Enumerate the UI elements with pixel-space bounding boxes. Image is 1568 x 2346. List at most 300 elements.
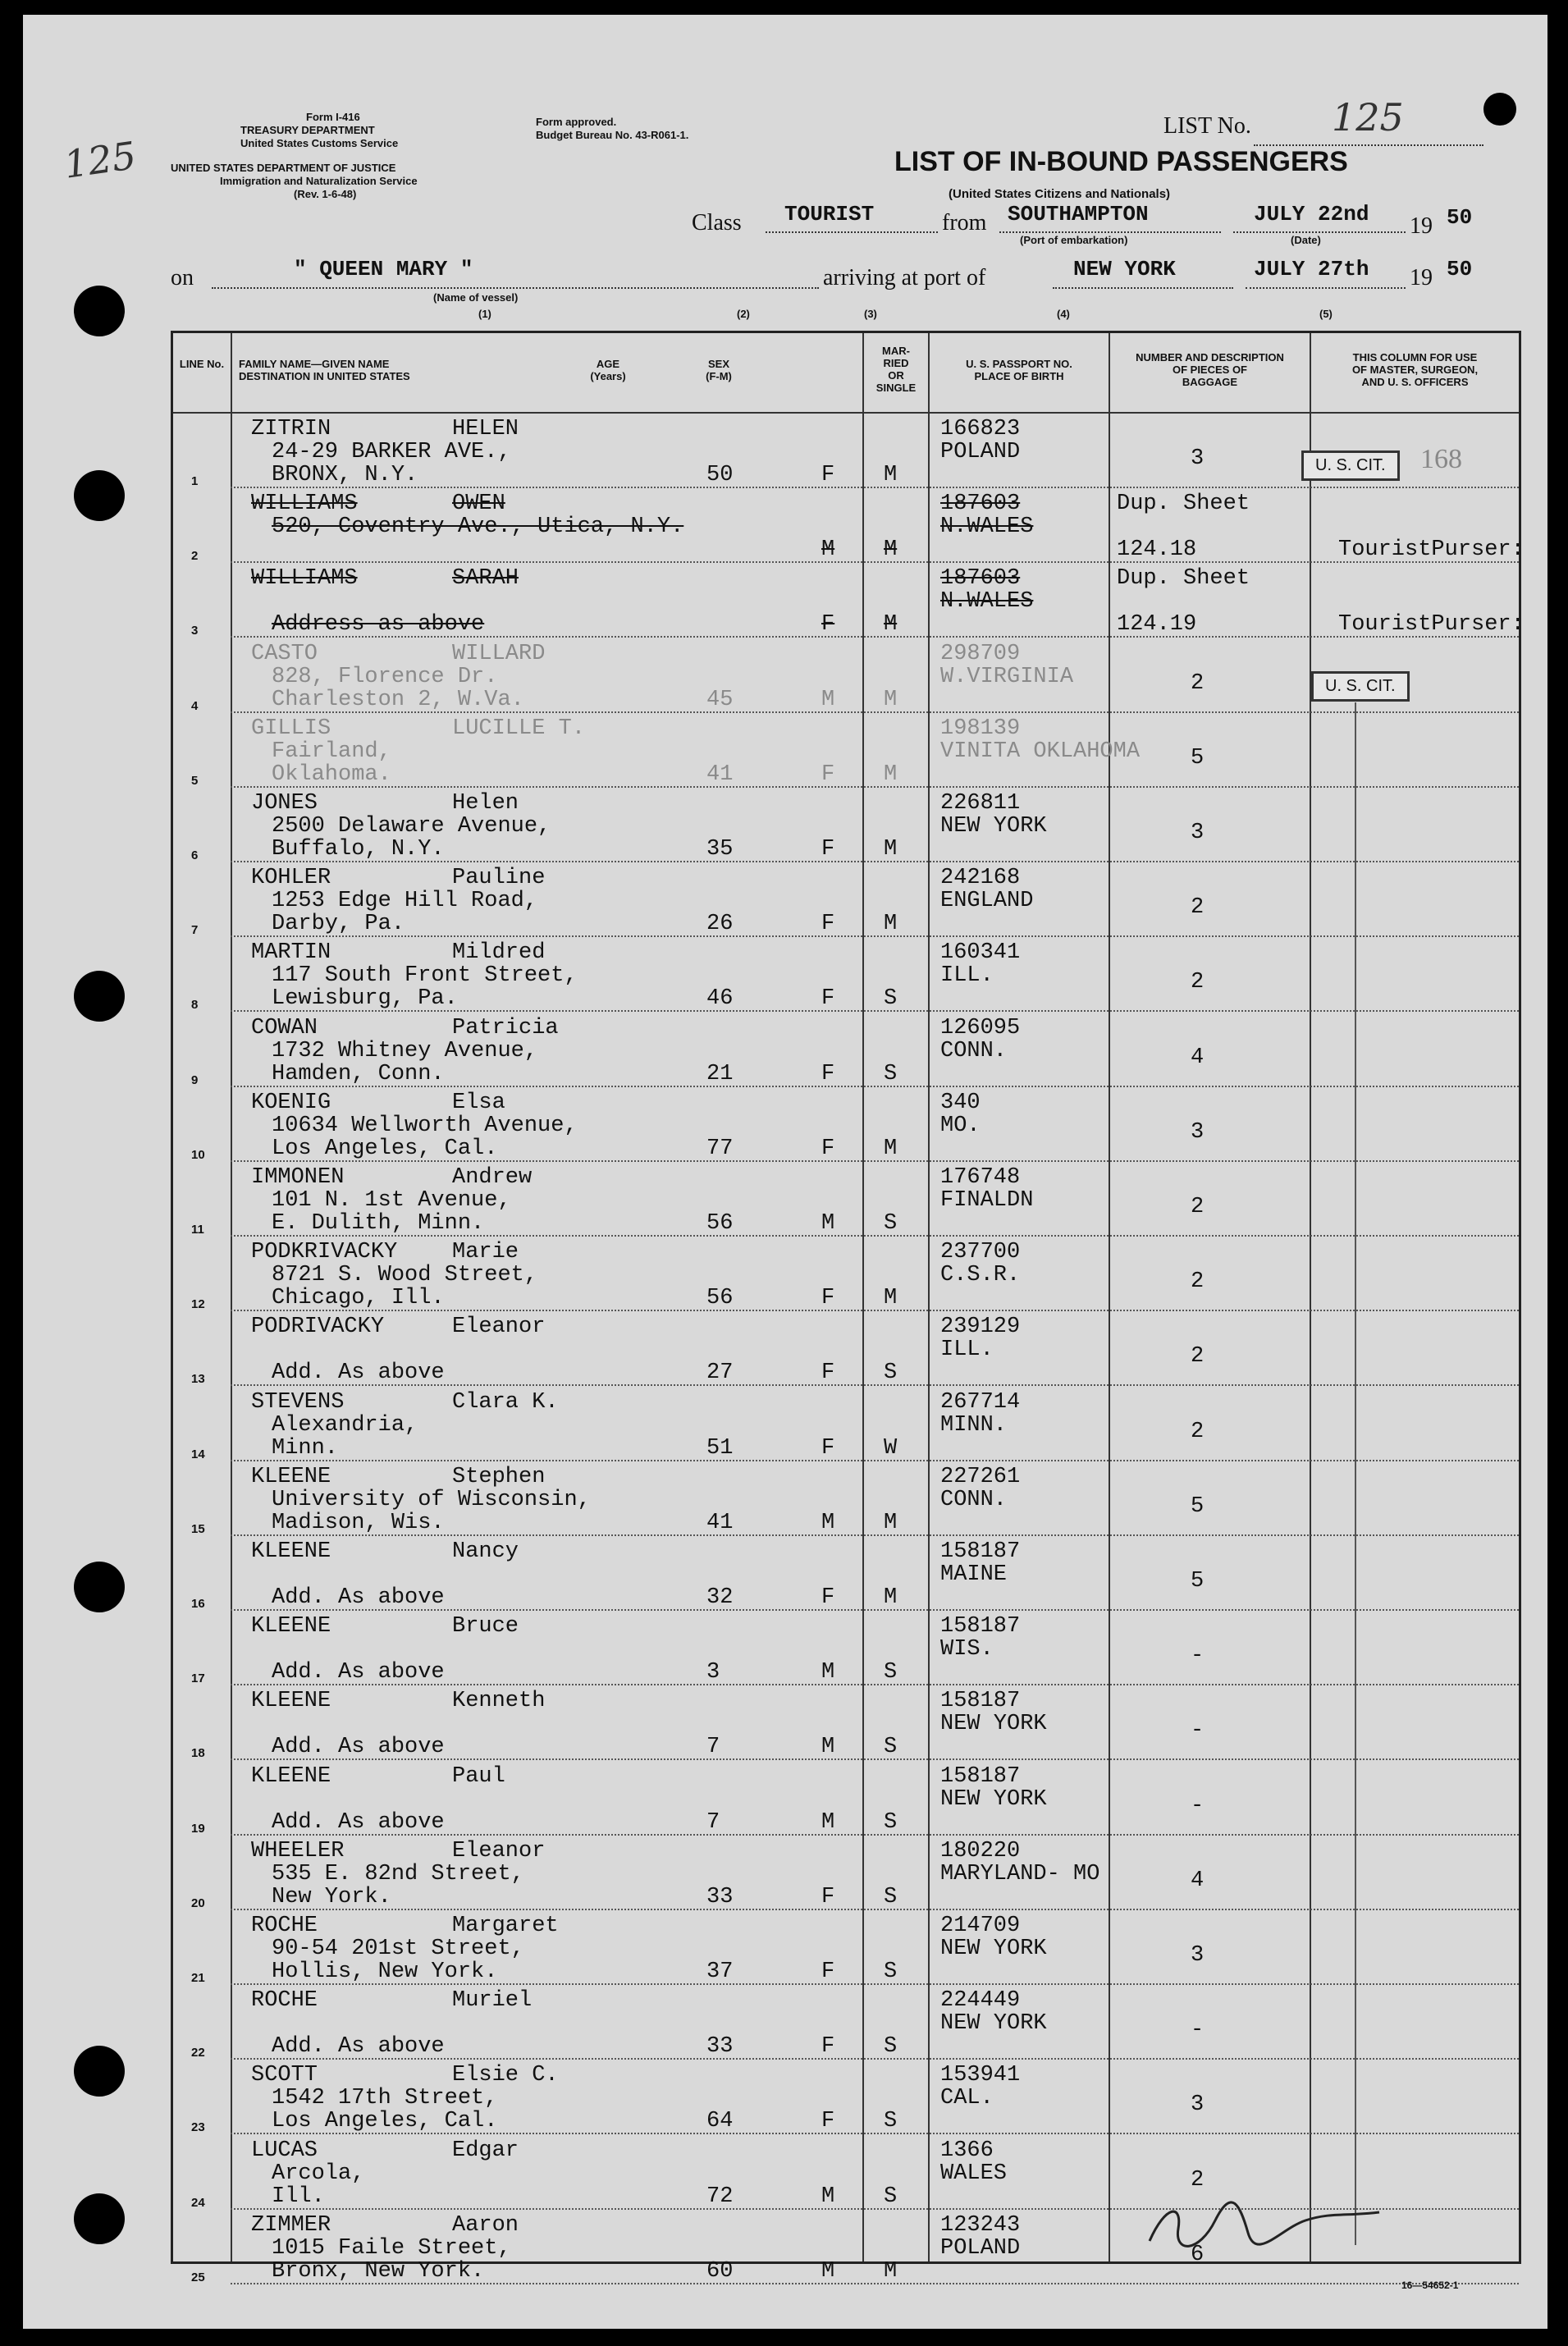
given-name: Helen [452,791,519,816]
place-of-birth: VINITA OKLAHOMA [940,739,1141,764]
age: 7 [706,1735,720,1760]
ins: Immigration and Naturalization Service [220,175,418,187]
family-name: KOHLER [251,866,331,891]
place-of-birth: WIS. [940,1637,994,1662]
class-label: Class [692,210,742,236]
place-of-birth: NEW YORK [940,1712,1047,1737]
address-line-2: Add. As above [272,1809,445,1835]
table-row [173,1162,1519,1237]
place-of-birth: CONN. [940,1487,1008,1512]
us-citizen-stamp: U. S. CIT. [1301,450,1400,481]
sex: F [821,986,835,1012]
line-number: 15 [191,1521,205,1536]
purser-note: TouristPurser: [1338,537,1525,563]
sex: F [821,1061,835,1086]
baggage: 5 [1191,1569,1205,1594]
baggage: - [1191,1793,1205,1818]
family-name: KLEENE [251,1689,331,1714]
departure-year: 50 [1447,205,1473,230]
family-name: KLEENE [251,1763,331,1789]
baggage: 3 [1191,2092,1205,2118]
table-row [173,1087,1519,1162]
place-of-birth: N.WALES [940,589,1034,615]
passport-number: 158187 [940,1763,1021,1789]
baggage: 2 [1191,1419,1205,1444]
marital-status: M [884,1510,898,1535]
col-num-5: (5) [1319,308,1333,320]
baggage: 3 [1191,1943,1205,1968]
marital-status: S [884,2109,898,2134]
passport-number: 158187 [940,1689,1021,1714]
address-line-2: Minn. [272,1435,339,1461]
given-name: Eleanor [452,1838,546,1864]
table-row [173,1311,1519,1386]
family-name: ROCHE [251,1988,318,2014]
sex: M [821,1809,835,1835]
passport-number: 237700 [940,1240,1021,1265]
punch-hole-icon [74,971,125,1022]
given-name: Aaron [452,2212,519,2238]
age: 51 [706,1435,734,1461]
age: 64 [706,2109,734,2134]
passport-number: 187603 [940,566,1021,592]
baggage: 2 [1191,670,1205,696]
col-num-4: (4) [1057,308,1070,320]
age: 56 [706,1286,734,1311]
place-of-birth: ENGLAND [940,889,1034,914]
address-line-2: Ill. [272,2184,325,2209]
marital-status: M [884,912,898,937]
from-label: from [942,210,987,236]
marital-status: M [884,463,898,487]
table-row [173,713,1519,788]
baggage: 5 [1191,745,1205,771]
baggage: - [1191,1644,1205,1669]
baggage: - [1191,1718,1205,1744]
family-name: COWAN [251,1015,318,1040]
marital-status: W [884,1435,898,1461]
family-name: PODRIVACKY [251,1315,385,1340]
address-line-1: 10634 Wellworth Avenue, [272,1113,578,1138]
marital-status: S [884,2034,898,2060]
table-row [173,1985,1519,2060]
line-number: 1 [191,474,199,488]
given-name: Mildred [452,940,546,966]
place-of-birth: WALES [940,2161,1008,2186]
baggage: 2 [1191,970,1205,995]
on-label: on [171,265,194,290]
line-number: 25 [191,2270,205,2284]
passport-number: 160341 [940,940,1021,966]
family-name: PODKRIVACKY [251,1240,398,1265]
sex: F [821,1960,835,1984]
margin-note: 125 [61,133,139,187]
purser-note: TouristPurser: [1338,612,1525,638]
marital-status: S [884,1211,898,1236]
passport-number: 158187 [940,1614,1021,1639]
age: 7 [706,1809,720,1835]
arrival-year-prefix: 19 [1410,265,1433,290]
sex: M [821,1211,835,1236]
line-number: 11 [191,1223,204,1237]
address-line-1: 101 N. 1st Avenue, [272,1188,511,1213]
passenger-table [171,331,1525,2284]
place-of-birth: POLAND [940,2235,1021,2261]
line-number: 5 [191,773,199,788]
arriving-label: arriving at port of [823,265,986,290]
revision: (Rev. 1-6-48) [294,188,357,200]
line-number: 13 [191,1372,205,1387]
punch-hole-icon [74,286,125,336]
sex: M [821,2184,835,2209]
col-header-married: MAR- RIED OR SINGLE [875,345,917,394]
family-name: WILLIAMS [251,566,358,592]
address-line-2: Darby, Pa. [272,912,405,937]
col-num-2: (2) [737,308,750,320]
sex: M [821,537,835,563]
given-name: Clara K. [452,1389,559,1415]
family-name: JONES [251,791,318,816]
family-name: WILLIAMS [251,492,358,517]
address-line-1: 117 South Front Street, [272,963,578,989]
line-number: 6 [191,848,199,862]
age: 27 [706,1360,734,1386]
col-header-passport: U. S. PASSPORT NO. PLACE OF BIRTH [966,358,1072,382]
stamp-number: 168 [1420,444,1462,474]
given-name: Nancy [452,1539,519,1564]
marital-status: M [884,761,898,787]
baggage: 2 [1191,2167,1205,2193]
address-line-1: 8721 S. Wood Street, [272,1263,538,1288]
address-line-1: 828, Florence Dr. [272,664,498,689]
place-of-birth: NEW YORK [940,1937,1047,1961]
passport-number: 267714 [940,1389,1021,1415]
address-line-1: Alexandria, [272,1412,418,1438]
marital-status: S [884,1809,898,1835]
punch-hole-icon [1483,93,1516,126]
table-row [173,1761,1519,1836]
place-of-birth: NEW YORK [940,2011,1047,2037]
sex: F [821,1136,835,1161]
address-line-1: 1732 Whitney Avenue, [272,1038,538,1063]
marital-status: S [884,1061,898,1086]
address-line-2: Add. As above [272,1660,445,1685]
address-line-2: Hollis, New York. [272,1960,498,1984]
table-row [173,937,1519,1012]
form-number: Form I-416 [306,111,360,123]
age: 35 [706,837,734,862]
age: 33 [706,1884,734,1909]
col-header-baggage: NUMBER AND DESCRIPTION OF PIECES OF BAGGAGE [1136,351,1284,388]
address-line-2: Los Angeles, Cal. [272,1136,498,1161]
family-name: KLEENE [251,1539,331,1564]
passport-number: 226811 [940,791,1021,816]
address-line-2: E. Dulith, Minn. [272,1211,485,1236]
given-name: Elsie C. [452,2063,559,2088]
family-name: LUCAS [251,2138,318,2163]
line-number: 21 [191,1971,205,1985]
table-row [173,1013,1519,1087]
baggage: Dup. Sheet [1117,492,1250,517]
marital-status: M [884,837,898,862]
line-number: 14 [191,1447,205,1461]
department: TREASURY DEPARTMENT [240,124,375,136]
address-line-1: Arcola, [272,2161,365,2186]
passport-number: 198139 [940,716,1021,741]
table-row [173,1685,1519,1760]
table-row [173,2060,1519,2134]
family-name: CASTO [251,641,318,666]
given-name: Margaret [452,1914,559,1938]
baggage: 3 [1191,1119,1205,1145]
list-no: 125 [1332,95,1404,139]
age: 50 [706,463,734,487]
arrival-port: NEW YORK [1073,257,1176,281]
marital-status: S [884,1360,898,1386]
table-row [173,788,1519,862]
passport-number: 158187 [940,1539,1021,1564]
baggage: 3 [1191,821,1205,845]
table-row [173,1611,1519,1685]
line-number: 20 [191,1896,205,1910]
line-number: 22 [191,2046,205,2060]
sex: M [821,2258,835,2284]
line-number: 4 [191,698,199,713]
place-of-birth: MARYLAND- MO [940,1861,1100,1886]
page-subtitle: (United States Citizens and Nationals) [949,187,1171,201]
family-name: MARTIN [251,940,331,966]
passport-number: 298709 [940,641,1021,666]
place-of-birth: MAINE [940,1562,1008,1587]
passport-number: 239129 [940,1315,1021,1340]
address-line-2: Lewisburg, Pa. [272,986,458,1012]
passport-number: 126095 [940,1015,1021,1040]
address-line-2: New York. [272,1884,391,1909]
given-name: Edgar [452,2138,519,2163]
age: 41 [706,1510,734,1535]
sex: F [821,463,835,487]
address-line-1: 24-29 BARKER AVE., [272,440,511,464]
passport-number: 176748 [940,1165,1021,1190]
sex: F [821,612,835,638]
address-line-1: 90-54 201st Street, [272,1937,524,1961]
line-number: 19 [191,1821,205,1836]
passport-number: 166823 [940,417,1021,441]
sex: F [821,2109,835,2134]
baggage: 2 [1191,895,1205,921]
marital-status: S [884,1735,898,1760]
table-row [173,1461,1519,1536]
given-name: OWEN [452,492,505,517]
address-line-2: Buffalo, N.Y. [272,837,445,862]
place-of-birth: C.S.R. [940,1263,1021,1288]
passport-number: 1366 [940,2138,994,2163]
punch-hole-icon [74,470,125,521]
given-name: Patricia [452,1015,559,1040]
given-name: WILLARD [452,641,546,666]
marital-status: M [884,2258,898,2284]
marital-status: M [884,537,898,563]
given-name: Stephen [452,1464,546,1489]
baggage: - [1191,2018,1205,2043]
family-name: KLEENE [251,1614,331,1639]
class-value: TOURIST [784,202,875,226]
passport-number: 224449 [940,1988,1021,2014]
line-number: 2 [191,549,199,564]
address-line-2: Add. As above [272,1585,445,1610]
passport-number: 123243 [940,2212,1021,2238]
punch-hole-icon [74,1562,125,1612]
table-row [173,862,1519,937]
passport-number: 340 [940,1090,981,1115]
given-name: Eleanor [452,1315,546,1340]
age: 37 [706,1960,734,1984]
address-line-2: Los Angeles, Cal. [272,2109,498,2134]
family-name: GILLIS [251,716,331,741]
col-header-name: FAMILY NAME—GIVEN NAME DESTINATION IN UNITED STATES [239,358,410,382]
line-number: 8 [191,998,199,1013]
baggage: 2 [1191,1344,1205,1370]
line-number: 7 [191,923,199,938]
marital-status: M [884,1136,898,1161]
passport-number: 242168 [940,866,1021,891]
marital-status: S [884,1884,898,1909]
given-name: Bruce [452,1614,519,1639]
family-name: WHEELER [251,1838,345,1864]
marital-status: M [884,1286,898,1311]
place-of-birth: W.VIRGINIA [940,664,1074,689]
passport-number: 214709 [940,1914,1021,1938]
vessel-name: " QUEEN MARY " [294,257,473,281]
family-name: SCOTT [251,2063,318,2088]
table-row [173,1237,1519,1311]
age: 41 [706,761,734,787]
age: 33 [706,2034,734,2060]
sex: F [821,761,835,787]
justice-dept: UNITED STATES DEPARTMENT OF JUSTICE [171,162,396,174]
place-of-birth: CONN. [940,1038,1008,1063]
passport-number: 180220 [940,1838,1021,1864]
marital-status: M [884,1585,898,1610]
baggage: Dup. Sheet [1117,566,1250,592]
vessel-caption: (Name of vessel) [433,291,519,304]
punch-hole-icon [74,2046,125,2097]
given-name: Paul [452,1763,505,1789]
address-line-1: Fairland, [272,739,391,764]
marital-status: M [884,687,898,712]
list-no-label: LIST No. [1163,113,1251,139]
marital-status: S [884,2184,898,2209]
age: 26 [706,912,734,937]
line-number: 24 [191,2195,205,2210]
address-line-2: Charleston 2, W.Va. [272,687,524,712]
punch-hole-icon [74,2193,125,2244]
departure-date: JULY 22nd [1254,202,1369,226]
port-of-embarkation: SOUTHAMPTON [1008,202,1149,226]
family-name: ZITRIN [251,417,331,441]
duplicate-sheet-ref: 124.18 [1117,537,1197,563]
signature-icon [1141,2196,1387,2257]
family-name: ROCHE [251,1914,318,1938]
place-of-birth: MINN. [940,1412,1008,1438]
age: 3 [706,1660,720,1685]
address-line-1: University of Wisconsin, [272,1487,591,1512]
address-line-1: 1253 Edge Hill Road, [272,889,538,914]
marital-status: S [884,986,898,1012]
sex: M [821,1735,835,1760]
line-number: 9 [191,1072,199,1087]
table-row [173,488,1525,564]
family-name: STEVENS [251,1389,345,1415]
given-name: HELEN [452,417,519,441]
baggage: 5 [1191,1493,1205,1519]
given-name: Pauline [452,866,546,891]
sex: M [821,1510,835,1535]
address-line-2: Oklahoma. [272,761,391,787]
sex: F [821,1360,835,1386]
place-of-birth: CAL. [940,2086,994,2111]
table-row [173,563,1525,638]
table-row [173,1536,1519,1611]
address-line-1: 520, Coventry Ave., Utica, N.Y. [272,514,684,540]
year-prefix: 19 [1410,213,1433,239]
sex: M [821,1660,835,1685]
address-line-2: BRONX, N.Y. [272,463,418,487]
sex: F [821,1884,835,1909]
place-of-birth: N.WALES [940,514,1034,540]
sex: F [821,1585,835,1610]
place-of-birth: POLAND [940,440,1021,464]
sex: M [821,687,835,712]
service: United States Customs Service [240,137,399,149]
form-approved: Form approved. [536,116,617,128]
page-title: LIST OF IN-BOUND PASSENGERS [894,146,1348,177]
baggage: 4 [1191,1868,1205,1893]
family-name: KLEENE [251,1464,331,1489]
age: 56 [706,1211,734,1236]
family-name: KOENIG [251,1090,331,1115]
line-number: 23 [191,2120,205,2135]
passport-number: 187603 [940,492,1021,517]
given-name: Elsa [452,1090,505,1115]
baggage: 2 [1191,1269,1205,1295]
col-num-1: (1) [478,308,491,320]
us-citizen-stamp: U. S. CIT. [1311,671,1410,702]
footer-code: 16—54652-1 [1401,2280,1459,2291]
manifest-sheet [23,15,1547,2329]
place-of-birth: FINALDN [940,1188,1034,1213]
baggage: 2 [1191,1195,1205,1219]
address-line-2: Add. As above [272,1735,445,1760]
address-line-1: 2500 Delaware Avenue, [272,814,551,839]
given-name: Kenneth [452,1689,546,1714]
marital-status: M [884,612,898,638]
passport-number: 227261 [940,1464,1021,1489]
marital-status: S [884,1660,898,1685]
age: 60 [706,2258,734,2284]
budget-bureau: Budget Bureau No. 43-R061-1. [536,129,689,141]
given-name: LUCILLE T. [452,716,586,741]
baggage: 6 [1191,2242,1205,2267]
col-header-officers: THIS COLUMN FOR USE OF MASTER, SURGEON, AND U. S. OFFICERS [1351,351,1479,388]
line-number: 10 [191,1147,205,1162]
given-name: Muriel [452,1988,533,2014]
age: 46 [706,986,734,1012]
address-line-2: Add. As above [272,1360,445,1386]
col-header-age: AGE (Years) [590,358,626,382]
age: 72 [706,2184,734,2209]
sex: F [821,1435,835,1461]
